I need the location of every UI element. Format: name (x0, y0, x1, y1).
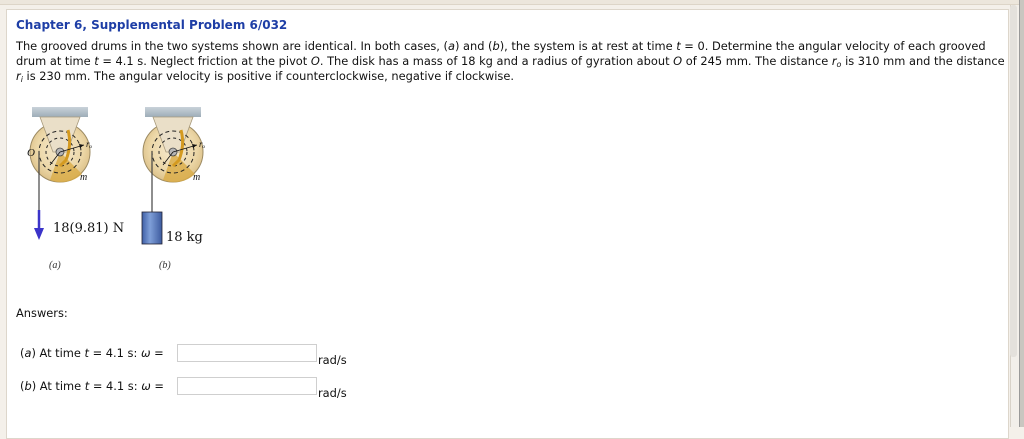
problem-statement: The grooved drums in the two systems shown are identical. In both cases, (a) and (b), the system is at rest at time t = 0. Determine the angular velocity of each grooved drum at time t = 4.1 s. Neglect friction at the pivot O. The disk has a mass of 18 kg and a radius of gyration about O of 245 mm. The distance $r_o$ is 310 mm and the distance $r_i$ is 230 mm. The angular velocity is positive if counterclockwise, negative if clockwise. (16, 39, 1005, 84)
answer-b-input[interactable] (177, 377, 317, 395)
answer-a-question: (a) At time t = 4.1 s: ω = (20, 346, 164, 360)
pivot-label: O (27, 147, 35, 159)
svg-text:rₒ: rₒ (199, 139, 206, 149)
caption-b: (b) (159, 260, 171, 271)
problem-title: Chapter 6, Supplemental Problem 6/032 (16, 18, 288, 32)
svg-text:m: m (80, 172, 88, 183)
answer-b-question: (b) At time t = 4.1 s: ω = (20, 379, 164, 393)
window-top-strip (0, 0, 1024, 5)
svg-text:m: m (193, 172, 201, 183)
window-edge (1019, 0, 1024, 427)
problem-figure (20, 100, 220, 280)
caption-a: (a) (49, 260, 61, 271)
scrollbar-thumb[interactable] (1010, 5, 1017, 357)
answer-a-input[interactable] (177, 344, 317, 362)
force-label: 18(9.81) N (53, 221, 125, 236)
answer-a-unit: rad/s (318, 353, 347, 367)
pulley-diagram (20, 100, 220, 280)
svg-text:rₒ: rₒ (86, 139, 93, 149)
answers-label: Answers: (16, 306, 68, 320)
system-b (142, 107, 206, 244)
answer-b-unit: rad/s (318, 386, 347, 400)
mass-block-label: 18 kg (166, 230, 203, 245)
